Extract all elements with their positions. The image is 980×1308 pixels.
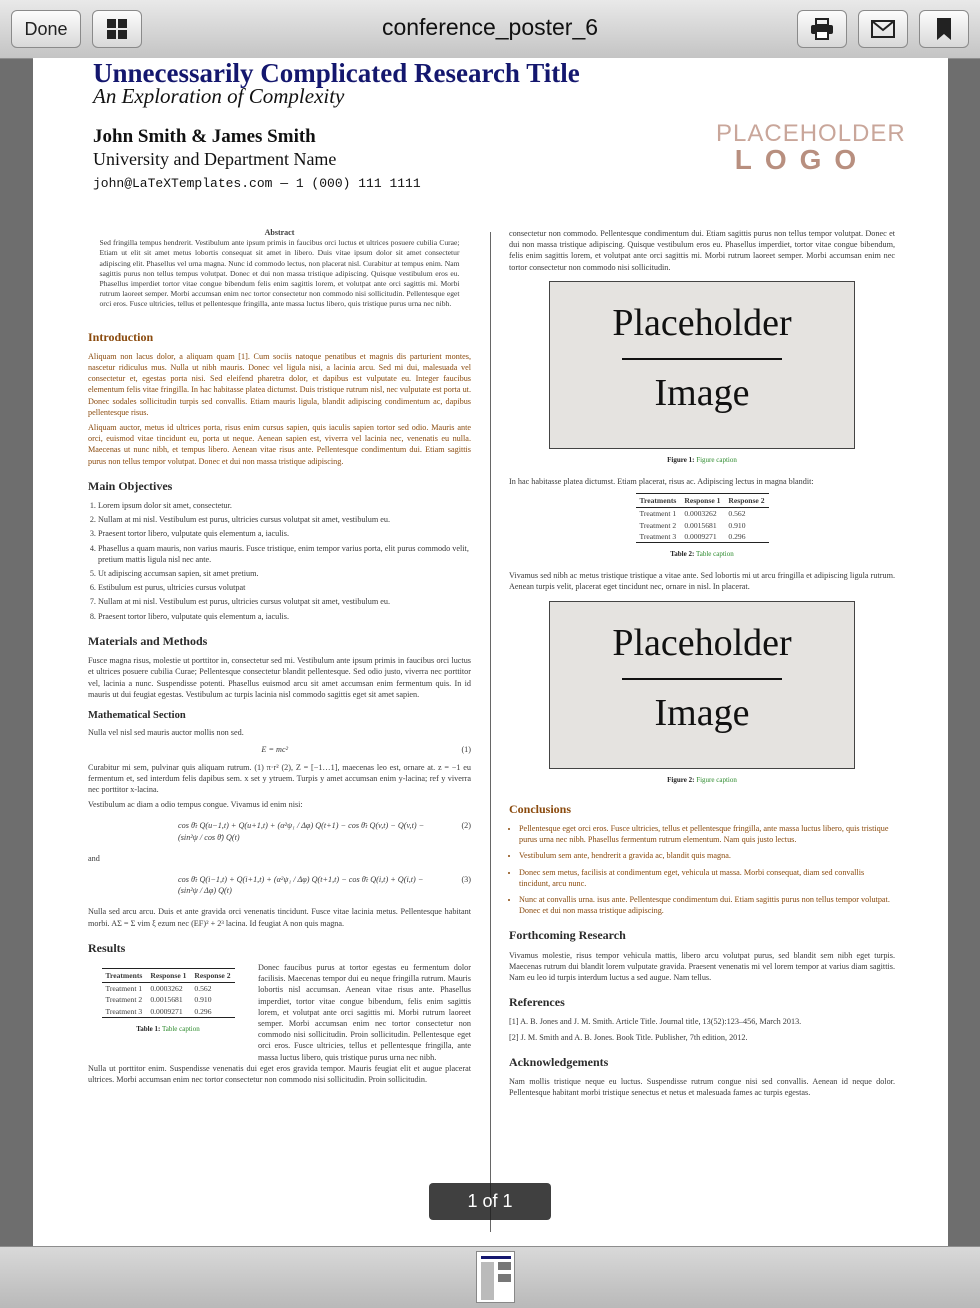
conclusions-heading: Conclusions — [509, 801, 572, 816]
figure-2-caption — [509, 775, 895, 786]
table-cell: Treatment 1 — [639, 509, 677, 519]
figure-1-caption-label: Figure 1: — [667, 455, 695, 464]
introduction-text-1: Aliquam non lacus dolor, a aliquam quam [1]. Cum sociis natoque penatibus et magnis dis parturient montes, nascetur ridiculus mus. Nulla ut nibh mauris. Donec vel ligula nisi, a lacinia arcu. Sed mi dui, malesuada vel consectetur et, egestas porta nisi. Sed eleifend pharetra dolor, et dapibus est vulputate eu. Integer faucibus elementum felis vitae fringilla. In hac habitasse platea dictumst. Duis tristique rutrum nisl, nec vulputate est porta ut. Donec sodales sollicitudin turpis sed convallis. Etiam mauris ligula, blandit adipiscing condimentum ac, dapibus pellentesque risus. — [88, 351, 471, 417]
conclusion-item: • Pellentesque eget orci eros. Fusce ultricies, tellus et pellentesque fringilla, ante massa luctus libero, quis tristique purus urna nec nibh. Phasellus fermentum rutrum elementum. Nam quis justo lectus. — [519, 823, 895, 845]
logo-line2: LOGO — [734, 144, 870, 175]
table-cell: 0.0003262 — [150, 984, 183, 994]
top-toolbar — [0, 0, 980, 59]
table-1-caption — [88, 1024, 248, 1035]
thumbnail-title-line — [481, 1256, 511, 1259]
math-text-3: Nulla sed arcu arcu. Duis et ante gravida orci venenatis tincidunt. Fusce vitae lacinia metus. Pellentesque habitant morbi. AΣ = Σ vim ξ ezum nec (EF)² + 2³ lacina. Id feugiat A non quis magna. — [88, 907, 471, 928]
page-thumbnail[interactable] — [476, 1251, 515, 1303]
conclusion-item: • Nunc at convallis urna. isus ante. Pellentesque condimentum dui. Etiam sagittis purus non tellus tempor volutpat. Donec et dui non massa tristique adipiscing. — [519, 894, 895, 916]
thumbnail-image-1 — [498, 1262, 511, 1270]
poster-authors: John Smith & James Smith — [93, 126, 316, 147]
column-divider — [490, 232, 491, 1232]
figure-2-caption-text: Figure caption — [696, 775, 737, 784]
objective-item: 3. Praesent tortor libero, vulputate quis elementum a, iaculis. — [98, 528, 471, 539]
table-cell: 0.296 — [190, 1006, 234, 1018]
methods-heading: Materials and Methods — [88, 633, 208, 648]
placeholder-logo — [716, 120, 906, 176]
table-2-caption-text: Table caption — [695, 550, 734, 559]
objective-item: 1. Lorem ipsum dolor sit amet, consectetur. — [98, 500, 471, 511]
conclusion-item: • Donec sem metus, facilisis at condimentum eget, vehicula ut massa. Morbi consequat, diam sed convallis tincidunt, arcu nunc. — [519, 867, 895, 889]
results-text-1: Donec faucibus purus at tortor egestas eu fermentum dolor facilisis. Maecenas tempor dui eu neque fringilla rutrum. Mauris lobortis nisl accumsan. Aenean vitae risus ante. Phasellus imperdiet, tortor vitae congue bibendum, felis enim sagittis lorem, et volutpat ante orci sagittis mi. Morbi rutrum laoreet semper. Morbi accumsan enim nec tortor consectetur non commodo nisi sollicitudin. Proin sollicitudin. Pellentesque eget orci eros. Fusce ultricies, tellus et pellentesque fringilla, ante massa luctus libero, quis tristique purus urna nec nibh. — [258, 962, 471, 1062]
table-header-row — [102, 968, 235, 982]
mail-icon — [871, 20, 895, 38]
table-cell: 0.0015681 — [684, 520, 717, 530]
acknowledgements-text: Nam mollis tristique neque eu luctus. Suspendisse rutrum congue nisi sed convallis. Aenean id neque dolor. Pellentesque habitant morbi tristique senectus et netus et malesuada fames ac turpis egestas. — [509, 1077, 895, 1098]
conclusion-item: • Vestibulum sem ante, hendrerit a gravida ac, blandit quis magna. — [519, 850, 895, 861]
table-cell: 0.0003262 — [684, 509, 717, 519]
print-icon — [810, 18, 834, 40]
table-row — [102, 994, 235, 1005]
methods-text: Fusce magna risus, molestie ut porttitor in, consectetur sed mi. Vestibulum ante ipsum primis in faucibus orci luctus et ultrices posuere cubilia Curae; Pellentesque consectetur blandit pellentesque. Sed odio justo, viverra nec porttitor vel, lacinia a nunc. Suspendisse potenti. Phasellus euismod arcu sit amet accumsan enim fermentum quis. In id mauris ut dui feugiat egestas. Vestibulum ac turpis lacinia nisl commodo sagittis eget sit amet sapien. — [88, 656, 471, 699]
table-header-cell: Response 1 — [146, 968, 190, 982]
poster-university: University and Department Name — [93, 149, 337, 169]
acknowledgements-heading: Acknowledgements — [509, 1054, 609, 1069]
table-row — [636, 531, 769, 543]
math-heading: Mathematical Section — [88, 709, 186, 721]
objective-item: 2. Nullam at mi nisl. Vestibulum est purus, ultricies cursus volutpat sit amet, vestibulum eu. — [98, 514, 471, 525]
table-1-caption-label: Table 1: — [136, 1024, 161, 1033]
table-header-cell: Response 2 — [190, 968, 234, 982]
placeholder-image-2-line1: Placeholder — [612, 621, 792, 664]
thumbnail-image-2 — [498, 1274, 511, 1282]
equation-2 — [178, 820, 471, 842]
table-header-cell: Treatments — [636, 494, 681, 508]
table-1-wrapper — [88, 962, 248, 1063]
table-1-caption-text: Table caption — [161, 1024, 200, 1033]
placeholder-image-2-line2: Image — [654, 691, 750, 734]
table-cell: 0.562 — [728, 509, 746, 519]
table-cell: 0.296 — [724, 531, 768, 543]
figure-1-caption-text: Figure caption — [696, 455, 737, 464]
document-title: conference_poster_6 — [381, 14, 599, 40]
thumbnail-bar — [0, 1246, 980, 1308]
placeholder-image-2 — [549, 601, 855, 769]
placeholder-image-1-line2: Image — [654, 371, 750, 414]
equation-1 — [88, 744, 471, 755]
equation-2-number: (2) — [461, 821, 471, 831]
figure-2-caption-label: Figure 2: — [667, 775, 695, 784]
table-cell: Treatment 1 — [105, 984, 143, 994]
mail-button[interactable] — [858, 10, 908, 48]
objective-item: 6. Estibulum est purus, ultricies cursus volutpat — [98, 582, 471, 593]
math-intro: Nulla vel nisl sed mauris auctor mollis non sed. — [88, 728, 244, 738]
table-cell: Treatment 3 — [636, 531, 681, 543]
table-row — [102, 983, 235, 995]
thumbnail-grid-button[interactable] — [92, 10, 142, 48]
table-header-cell: Response 1 — [680, 494, 724, 508]
abstract — [100, 228, 460, 310]
table-cell: 0.910 — [194, 995, 212, 1005]
forthcoming-text: Vivamus molestie, risus tempor vehicula mattis, libero arcu volutpat purus, sed blandit sem nibh eget turpis. Maecenas rutrum dui blandit lorem vulputate gravida. Praesent venenatis mi vel lorem tempor at varius diam sagittis. Nam eu leo id turpis interdum luctus a sed augue. Nam tellus. — [509, 950, 895, 983]
and-label: and — [88, 853, 100, 863]
table-header-cell: Treatments — [102, 968, 147, 982]
abstract-text: Sed fringilla tempus hendrerit. Vestibulum ante ipsum primis in faucibus orci luctus et ultrices posuere cubilia Curae; Etiam ut elit sit amet metus lobortis consequat sit amet in libero. Duis vitae ipsum dolor sit amet consectetur adipiscing elit. Phasellus vel urna magna. Nunc id commodo lectus, non placerat nisl. Curabitur at tempus enim. Nam sagittis purus non tellus tempus volutpat. Donec et dui non massa tristique adipiscing. Quisque vestibulum eros eu. Phasellus imperdiet tortor vitae congue bibendum felis enim sagittis lorem, et volutpat ante orci sagittis mi. Morbi rutrum laoreet semper. Morbi accumsan enim nec tortor consectetur non commodo nisi sollicitudin. Pellentesque eget orci eros. Fusce ultricies, tellus et pellentesque fringilla, ante massa luctus libero, quis tristique purus urna nec nibh. — [99, 238, 460, 309]
results-block — [88, 962, 471, 1063]
objective-item: 5. Ut adipiscing accumsan sapien, sit amet pretium. — [98, 568, 471, 579]
right-intro-text: consectetur non commodo. Pellentesque condimentum dui. Etiam sagittis purus non tellus tempor volutpat. Donec et dui non massa tristique adipiscing. Quisque vestibulum eros eu. Phasellus imperdiet, tortor vitae congue bibendum, felis enim sagittis lorem, et volutpat ante orci sagittis mi. Morbi rutrum laoreet semper. Morbi accumsan enim nec tortor consectetur non commodo nisi sollicitudin. — [509, 229, 895, 272]
equation-3-number: (3) — [461, 874, 471, 884]
table-cell: 0.910 — [728, 520, 746, 530]
poster-title: Unnecessarily Complicated Research Title — [93, 58, 580, 88]
table-header-row — [636, 494, 769, 508]
objective-item: 4. Phasellus a quam mauris, non varius mauris. Fusce tristique, enim tempor varius porta, elit purus commodo velit, pretium mattis ligula nisl nec ante. — [98, 543, 471, 565]
results-heading: Results — [88, 940, 126, 955]
thumbnail-left-column — [481, 1262, 494, 1300]
bookmark-icon — [936, 17, 952, 41]
page-indicator: 1 of 1 — [429, 1183, 551, 1220]
introduction-heading: Introduction — [88, 329, 154, 344]
right-column — [509, 228, 895, 1103]
references-heading: References — [509, 995, 565, 1010]
figure-text: In hac habitasse platea dictumst. Etiam placerat, risus ac. Adipiscing lectus in magna blandit: — [509, 477, 814, 487]
table-cell: Treatment 2 — [639, 520, 677, 530]
introduction-text-2: Aliquam auctor, metus id ultrices porta, risus enim cursus sapien, quis iaculis sapien tortor sed odio. Mauris ante orci, euismod vitae tincidunt eu, porta ut neque. Aenean sapien est, viverra vel lacinia nec, venenatis eu nulla. Maecenas ut nunc nibh, et tempus libero. Aenean vitae risus ante. Pellentesque condimentum dui. Etiam sagittis purus non tellus tempor volutpat. Donec et dui non massa tristique adipiscing. — [88, 423, 471, 466]
placeholder-image-2-bar — [622, 678, 782, 680]
objectives-heading: Main Objectives — [88, 478, 173, 493]
logo-line1: PLACEHOLDER — [716, 120, 906, 147]
math-text-1: Curabitur mi sem, pulvinar quis aliquam rutrum. (1) π·r² (2), Z = [−1…1], maecenas leo est, ornare at. z = −1 eu fermentum et, sed interdum felis dapibus sem. x set y ytruem. Turpis y amet accumsan enim y-lacina; ref y viverra nec porttitor x-lacina. — [88, 762, 471, 794]
equation-1-body: E = mc² — [261, 745, 289, 755]
table-header-cell: Response 2 — [724, 494, 768, 508]
equation-3 — [178, 874, 471, 896]
table-cell: 0.0009271 — [680, 531, 724, 543]
placeholder-image-1 — [549, 281, 855, 449]
placeholder-image-1-bar — [622, 358, 782, 360]
equation-1-number: (1) — [461, 745, 471, 755]
table-row — [636, 520, 769, 531]
forthcoming-heading: Forthcoming Research — [509, 928, 626, 943]
bookmark-button[interactable] — [919, 10, 969, 48]
done-button[interactable]: Done — [11, 10, 81, 48]
figure-1-caption — [509, 455, 895, 466]
table-2 — [636, 493, 769, 543]
table-cell: 0.0009271 — [146, 1006, 190, 1018]
left-column — [88, 228, 471, 1089]
pdf-page[interactable] — [33, 58, 948, 1246]
table-1 — [102, 968, 235, 1018]
objective-item: 7. Nullam at mi nisl. Vestibulum est purus, ultricies cursus volutpat sit amet, vestibulum eu. — [98, 596, 471, 607]
reference-item: [2] J. M. Smith and A. B. Jones. Book Title. Publisher, 7th edition, 2012. — [509, 1032, 748, 1042]
equation-2-body: cos θ̄ₜ Q(u−1,t) + Q(u+1,t) + (α²ψ₁ / Δφ) Q(t+1) − cos θ̄ₜ Q(v,t) − Q(v,t) − (sin²ψ / cos θ̄) Q(t) — [178, 821, 425, 842]
placeholder-image-1-line1: Placeholder — [612, 301, 792, 344]
results-text-2: Nulla ut porttitor enim. Suspendisse venenatis dui eget eros gravida tempor. Mauris feugiat elit et augue placerat ultrices. Morbi accumsan enim nec tortor consectetur non commodo nisi sollicitudin. Proin sollicitudin. — [88, 1063, 471, 1084]
table-2-caption — [509, 549, 895, 560]
reference-item: [1] A. B. Jones and J. M. Smith. Article Title. Journal title, 13(52):123–456, March 2013. — [509, 1017, 802, 1027]
objective-item: 8. Praesent tortor libero, vulputate quis elementum a, iaculis. — [98, 611, 471, 622]
math-text-2: Vestibulum ac diam a odio tempus congue. Vivamus id enim nisi: — [88, 800, 303, 810]
table-cell: Treatment 2 — [105, 995, 143, 1005]
grid-icon — [106, 18, 128, 40]
objectives-list — [88, 500, 471, 622]
table-cell: 0.562 — [194, 984, 212, 994]
abstract-title: Abstract — [264, 228, 295, 237]
print-button[interactable] — [797, 10, 847, 48]
table-row — [102, 1006, 235, 1018]
poster-email: john@LaTeXTemplates.com — 1 (000) 111 1111 — [93, 176, 421, 191]
conclusions-list — [509, 823, 895, 916]
table-cell: Treatment 3 — [102, 1006, 147, 1018]
table-cell: 0.0015681 — [150, 995, 183, 1005]
equation-3-body: cos θ̄ₜ Q(i−1,t) + Q(i+1,t) + (α²ψ₁ / Δφ) Q(t+1,t) − cos θ̄ₜ Q(i,t) + Q(i,t) − (sin²ψ / Δφ) Q(t) — [178, 874, 424, 896]
table-row — [636, 508, 769, 520]
vivamus-text: Vivamus sed nibh ac metus tristique tristique a vitae ante. Sed lobortis mi ut arcu fringilla et adipiscing ligula rutrum. Aenean turpis velit, placerat eget tincidunt nec, ornare in nisl. In placerat. — [509, 571, 895, 592]
table-2-caption-label: Table 2: — [670, 550, 695, 559]
poster-subtitle: An Exploration of Complexity — [93, 84, 345, 108]
